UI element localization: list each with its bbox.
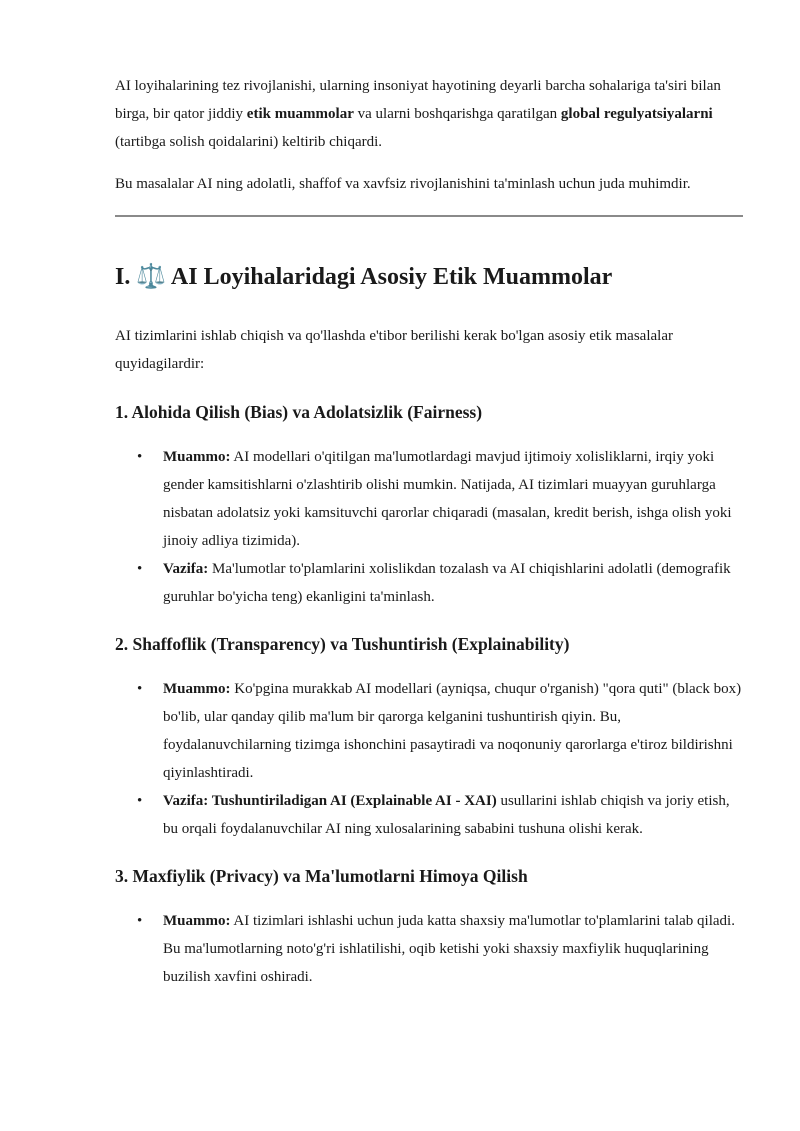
intro-text-a: AI loyihalarining tez rivojlanishi, ularning insoniyat hayotining deyarli barcha sohalariga ta'siri bilan birga, bir qator jiddiy	[115, 78, 721, 122]
item-text: Ma'lumotlar to'plamlarini xolislikdan tozalash va AI chiqishlarini adolatli (demografik guruhlar bo'yicha teng) ekanligini ta'minlash.	[163, 561, 731, 605]
subsection-heading-privacy: 3. Maxfiylik (Privacy) va Ma'lumotlarni Himoya Qilish	[115, 866, 528, 886]
document-body	[115, 72, 743, 991]
item-label: Vazifa:	[163, 561, 209, 577]
item-text: AI modellari o'qitilgan ma'lumotlardagi mavjud ijtimoiy xolisliklarni, irqiy yoki gender kamsitishlarni o'zlashtirib olishi mumkin. Natijada, AI tizimlari muayyan guruhlarga nisbatan adolatsiz yoki kamsituvchi qarorlar chiqaradi (masalan, kredit berish, ishga olish yoki jinoiy adliya tizimida).	[163, 449, 732, 549]
bullet-list-bias	[115, 443, 743, 611]
list-item	[137, 907, 743, 991]
horizontal-divider	[115, 215, 743, 217]
bullet-list-transparency	[115, 675, 743, 843]
list-item	[137, 675, 743, 787]
subsection-heading-bias: 1. Alohida Qilish (Bias) va Adolatsizlik (Fairness)	[115, 402, 483, 422]
section-heading: I. ⚖️ AI Loyihalaridagi Asosiy Etik Muammolar	[115, 264, 613, 290]
intro-paragraph-1	[115, 72, 743, 156]
list-item	[137, 555, 743, 611]
subsection-heading-transparency: 2. Shaffoflik (Transparency) va Tushuntirish (Explainability)	[115, 634, 570, 654]
list-item	[137, 443, 743, 555]
bullet-icon: •	[137, 793, 143, 809]
item-text: Ko'pgina murakkab AI modellari (ayniqsa, chuqur o'rganish) "qora quti" (black box) bo'lib, ular qanday qilib ma'lum bir qarorga kelganini tushuntirish qiyin. Bu, foydalanuvchilarning tizimga ishonchini pasaytiradi va noqonuniy qarorlarga e'tiroz bildirishni qiyinlashtiradi.	[163, 681, 742, 781]
item-label: Muammo:	[163, 913, 231, 929]
intro-text-c: va ularni boshqarishga qaratilgan	[353, 106, 561, 122]
item-text: usullarini ishlab chiqish va joriy etish, bu orqali foydalanuvchilar AI ning xulosalarining sababini tushuna olishi kerak.	[163, 793, 730, 837]
intro-bold-regulations: global regulyatsiyalarni	[560, 106, 713, 122]
item-label: Muammo:	[163, 681, 231, 697]
item-label: Muammo:	[163, 449, 231, 465]
bullet-icon: •	[137, 913, 143, 929]
bullet-icon: •	[137, 561, 143, 577]
bullet-icon: •	[137, 449, 143, 465]
list-item	[137, 787, 743, 843]
item-text: AI tizimlari ishlashi uchun juda katta shaxsiy ma'lumotlar to'plamlarini talab qiladi. Bu ma'lumotlarning noto'g'ri ishlatilishi, oqib ketishi yoki shaxsiy maxfiylik huquqlarining buzilish xavfini oshiradi.	[163, 913, 735, 985]
intro-paragraph-2: Bu masalalar AI ning adolatli, shaffof va xavfsiz rivojlanishini ta'minlash uchun juda muhimdir.	[115, 176, 691, 192]
section-intro: AI tizimlarini ishlab chiqish va qo'llashda e'tibor berilishi kerak bo'lgan asosiy etik masalalar quyidagilardir:	[115, 328, 673, 372]
intro-bold-ethics: etik muammolar	[246, 106, 354, 122]
item-label: Vazifa: Tushuntiriladigan AI (Explainable AI - XAI)	[163, 793, 497, 809]
intro-text-d: (tartibga solish qoidalarini) keltirib chiqardi.	[115, 134, 383, 150]
bullet-list-privacy	[115, 907, 743, 991]
bullet-icon: •	[137, 681, 143, 697]
